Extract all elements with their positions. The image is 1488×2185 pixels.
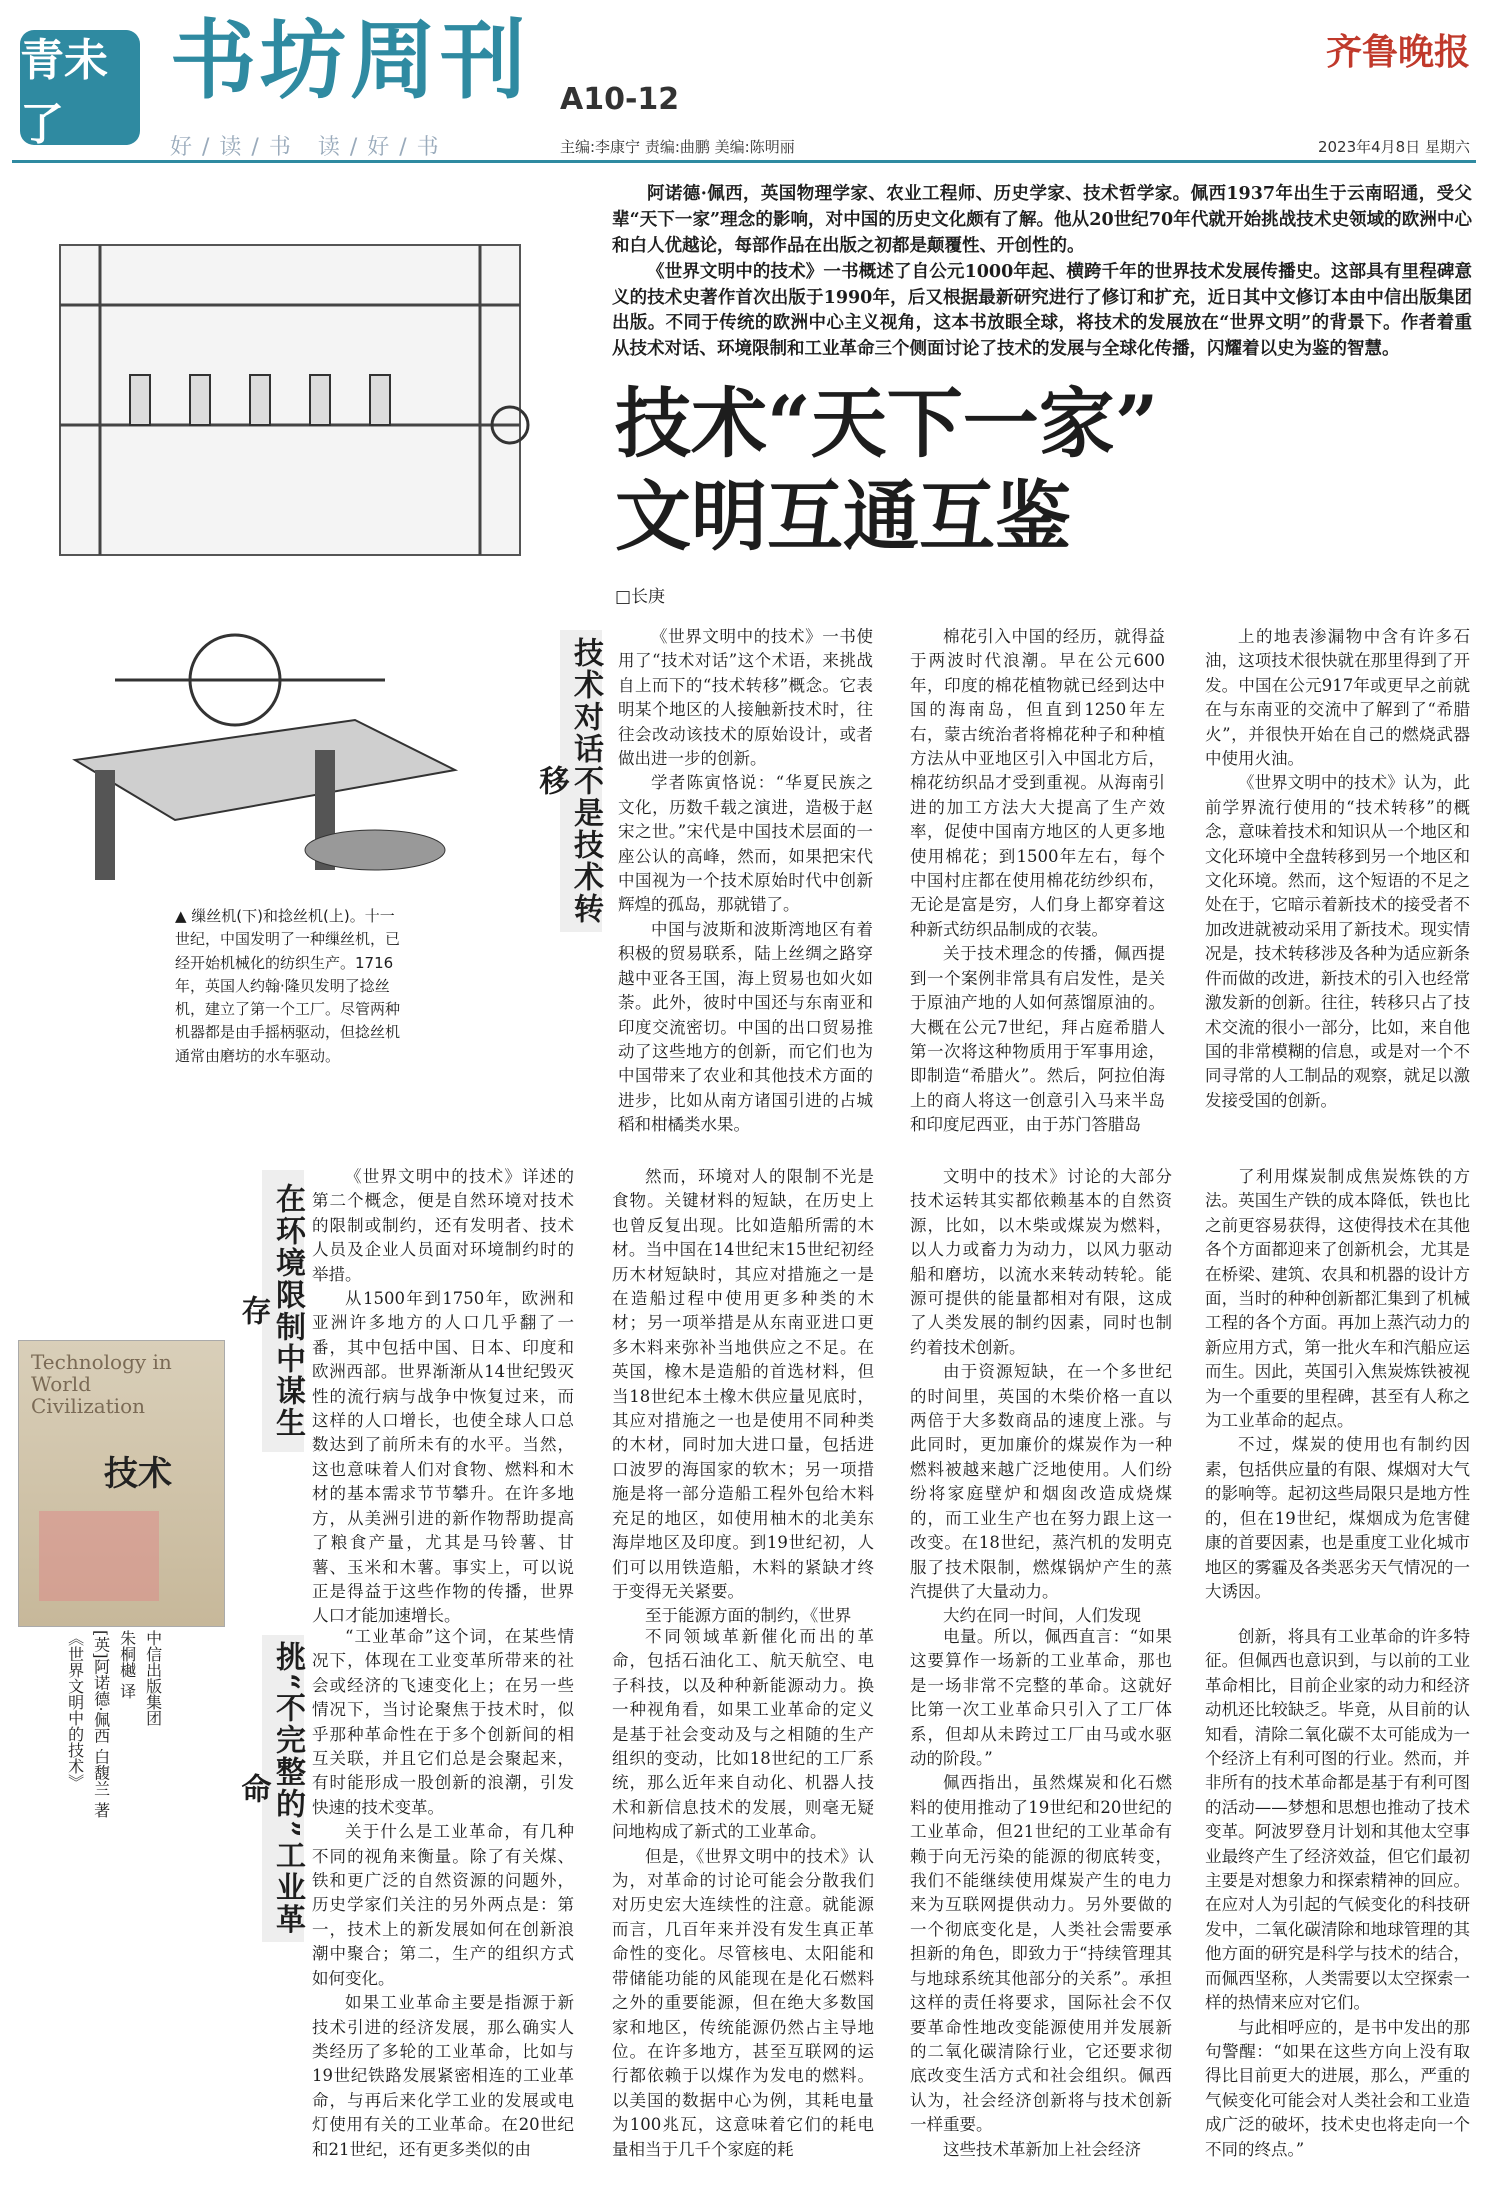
section-1-column xyxy=(910,625,1165,1138)
paragraph: 不过，煤炭的使用也有制约因素，包括供应量的有限、煤烟对大气的影响等。起初这些局限只是地方性的，但在19世纪，煤烟成为危害健康的首要因素，也是重度工业化城市地区的雾霾及各类恶劣天气情况的一大诱因。 xyxy=(1205,1435,1470,1601)
paragraph: 如果工业革命主要是指源于新技术引进的经济发展，那么确实人类经历了多轮的工业革命，比如与19世纪铁路发展紧密相连的工业革命，与再后来化学工业的发展或电灯使用有关的工业革命。在20世纪和21世纪，还有更多类似的由 xyxy=(312,1993,574,2159)
section-2-column xyxy=(312,1165,574,1629)
headline-line-1: 技术“天下一家” xyxy=(615,379,1159,468)
section-3-column xyxy=(910,1625,1172,2162)
reeling-machine-illustration xyxy=(55,620,475,885)
article-headline xyxy=(615,378,1158,563)
paragraph: 关于什么是工业革命，有几种不同的视角来衡量。除了有关煤、铁和更广泛的自然资源的问题外，历史学家们关注的另外两点是：第一，技术上的新发展如何在创新浪潮中聚合；第二，生产的组织方式如何变化。 xyxy=(312,1822,574,1988)
section-1-column xyxy=(618,625,873,1138)
paragraph: 文明中的技术》讨论的大部分技术运转其实都依赖基本的自然资源，比如，以木柴或煤炭为燃料，以人力或畜力为动力，以风力驱动船和磨坊，以流水来转动转轮。能源可提供的能量都相对有限，这成了人类发展的制约因素，同时也制约着技术创新。 xyxy=(910,1167,1172,1357)
section-2-column xyxy=(612,1165,874,1629)
book-cover-image xyxy=(18,1340,225,1627)
paragraph: 然而，环境对人的限制不光是食物。关键材料的短缺，在历史上也曾反复出现。比如造船所需的木材。当中国在14世纪末15世纪初经历木材短缺时，其应对措施之一是在造船过程中使用更多种类的木材；另一项举措是从东南亚进口更多木料来弥补当地供应之不足。在英国，橡木是造船的首选材料，但当18世纪本土橡木供应量见底时，其应对措施之一也是使用不同种类的木材，同时加大进口量，包括进口波罗的海国家的软木；另一项措施是将一部分造船工程外包给木料充足的地区，如使用柚木的北美东海岸地区及印度。到19世纪初，人们可以用铁造船，木料的紧缺才终于变得无关紧要。 xyxy=(612,1167,874,1601)
book-cover-english: Technology in World Civilization xyxy=(31,1350,172,1418)
newspaper-name: 齐鲁晚报 xyxy=(1325,31,1470,73)
paragraph: 不同领域革新催化而出的革命，包括石油化工、航天航空、电子科技，以及种种新能源动力。换一种视角看，如果工业革命的定义是基于社会变动及与之相随的生产组织的变动，比如18世纪的工厂系统，那么近年来自动化、机器人技术和新信息技术的发展，则毫无疑问地构成了新式的工业革命。 xyxy=(612,1627,874,1842)
loom-illustration xyxy=(40,225,540,570)
section-2-column xyxy=(1205,1165,1470,1604)
paragraph: 《世界文明中的技术》一书使用了“技术对话”这个术语，来挑战自上而下的“技术转移”概念。它表明某个地区的人接触新技术时，往往会改动该技术的原始设计，或者做出进一步的创新。 xyxy=(618,627,873,769)
intro-paragraph: 阿诺德·佩西，英国物理学家、农业工程师、历史学家、技术哲学家。佩西1937年出生于云南昭通，受父辈“天下一家”理念的影响，对中国的历史文化颇有了解。他从20世纪70年代就开始挑战技术史领域的欧洲中心和白人优越论，每部作品在出版之初都是颠覆性、开创性的。 xyxy=(612,184,1472,256)
headline-line-2: 文明互通互鉴 xyxy=(615,471,1071,561)
paragraph: 了利用煤炭制成焦炭炼铁的方法。英国生产铁的成本降低，铁也比之前更容易获得，这使得技术在其他各个方面都迎来了创新机会，尤其是在桥梁、建筑、农具和机器的设计方面，当时的种种创新都汇集到了机械工程的各个方面。再加上蒸汽动力的新应用方式，第一批火车和汽船应运而生。因此，英国引入焦炭炼铁被视为一个重要的里程碑，甚至有人称之为工业革命的起点。 xyxy=(1205,1167,1470,1431)
paragraph: 大约在同一时间，人们发现 xyxy=(943,1606,1141,1626)
paragraph: 上的地表渗漏物中含有许多石油，这项技术很快就在那里得到了开发。中国在公元917年或更早之前就在与东南亚的交流中了解到了“希腊火”，并很快开始在自己的燃烧武器中使用火油。 xyxy=(1205,627,1470,769)
book-author: [英]阿诺德·佩西 白馥兰 著 xyxy=(91,1630,111,1818)
author-byline: □长庚 xyxy=(615,587,666,607)
paragraph: 《世界文明中的技术》详述的第二个概念，便是自然环境对技术的限制或制约，还有发明者、技术人员及企业人员面对环境制约时的举措。 xyxy=(312,1167,574,1284)
masthead-rule xyxy=(12,160,1476,163)
paragraph: 《世界文明中的技术》认为，此前学界流行使用的“技术转移”的概念，意味着技术和知识从一个地区和文化环境中全盘转移到另一个地区和文化环境。然而，这个短语的不足之处在于，它暗示着新技术的接受者不加改进就被动采用了新技术。现实情况是，技术转移涉及各种为适应新条件而做的改进，新技术的引入也经常激发新的创新。往往，转移只占了技术交流的很小一部分，比如，来自他国的非常模糊的信息，或是对一个不同寻常的人工制品的观察，就足以激发接受国的创新。 xyxy=(1205,773,1470,1110)
book-translator: 朱桐樾 译 xyxy=(117,1630,137,1700)
paragraph: 与此相呼应的，是书中发出的那句警醒：“如果在这些方向上没有取得比目前更大的进展，那么，严重的气候变化可能会对人类社会和工业造成广泛的破坏，技术史也将走向一个不同的终点。” xyxy=(1205,2017,1470,2159)
issue-date: 2023年4月8日 星期六 xyxy=(1317,138,1470,156)
section-1-column xyxy=(1205,625,1470,1113)
section-title-3: 挑“不完整的”工业革命 xyxy=(262,1635,304,1942)
column-slogan: 好/读/书 读/好/书 xyxy=(170,135,449,160)
column-logo xyxy=(20,30,140,150)
book-cover-chinese: 技术 xyxy=(104,1454,172,1494)
book-cover-art xyxy=(39,1511,159,1601)
page-range: A10-12 xyxy=(560,82,680,117)
book-publisher: 中信出版集团 xyxy=(143,1630,163,1726)
paragraph: 这些技术革新加上社会经济 xyxy=(943,2139,1141,2159)
paragraph: 但是，《世界文明中的技术》认为，对革命的讨论可能会分散我们对历史宏大连续性的注意。就能源而言，几百年来并没有发生真正革命性的变化。尽管核电、太阳能和带储能功能的风能现在是化石燃料之外的重要能源，但在绝大多数国家和地区，传统能源仍然占主导地位。在许多地方，甚至互联网的运行都依赖于以煤作为发电的燃料。以美国的数据中心为例，其耗电量为100兆瓦，这意味着它们的耗电量相当于几千个家庭的耗 xyxy=(612,1846,874,2159)
paragraph: 佩西指出，虽然煤炭和化石燃料的使用推动了19世纪和20世纪的工业革命，但21世纪的工业革命有赖于向无污染的能源的彻底转变，我们不能继续使用煤炭产生的电力来为互联网提供动力。另外要做的一个彻底变化是，人类社会需要承担新的角色，即致力于“持续管理其与地球系统其他部分的关系”。承担这样的责任将要求，国际社会不仅要革命性地改变能源使用并发展新的二氧化碳清除行业，它还要求彻底改变生活方式和社会组织。佩西认为，社会经济创新将与技术创新一样重要。 xyxy=(910,1773,1172,2135)
paragraph: 中国与波斯和波斯湾地区有着积极的贸易联系，陆上丝绸之路穿越中亚各王国，海上贸易也如火如荼。此外，彼时中国还与东南亚和印度交流密切。中国的出口贸易推动了这些地方的创新，而它们也为中国带来了农业和其他技术方面的进步，比如从南方诸国引进的占城稻和柑橘类水果。 xyxy=(618,919,873,1135)
paragraph: 学者陈寅恪说：“华夏民族之文化，历数千载之演进，造极于赵宋之世。”宋代是中国技术层面的一座公认的高峰，然而，如果把宋代中国视为一个技术原始时代中创新辉煌的孤岛，那就错了。 xyxy=(618,773,873,915)
paragraph: 创新，将具有工业革命的许多特征。但佩西也意识到，与以前的工业革命相比，目前企业家的动力和经济动机还比较缺乏。毕竟，从目前的认知看，清除二氧化碳不太可能成为一个经济上有利可图的行业。然而，并非所有的技术革命都是基于有利可图的活动——梦想和思想也推动了技术变革。阿波罗登月计划和其他太空事业最终产生了经济效益，但它们最初主要是对想象力和探索精神的回应。在应对人为引起的气候变化的科技研发中，二氧化碳清除和地球管理的其他方面的研究是科学与技术的结合，而佩西坚称，人类需要以太空探索一样的热情来应对它们。 xyxy=(1205,1627,1470,2013)
logo-text: 青未了 xyxy=(20,34,108,150)
intro-box xyxy=(612,182,1472,363)
page-title: 书坊周刊 xyxy=(170,10,530,111)
section-2-column xyxy=(910,1165,1172,1629)
section-3-column xyxy=(1205,1625,1470,2162)
section-title-1: 技术对话不是技术转移 xyxy=(560,630,602,932)
paragraph: 至于能源方面的制约，《世界 xyxy=(645,1606,852,1626)
paragraph: 从1500年到1750年，欧洲和亚洲许多地方的人口几乎翻了一番，其中包括中国、日本、印度和欧洲西部。世界渐渐从14世纪毁灭性的流行病与战争中恢复过来，而这样的人口增长，也使全球人口总数达到了前所未有的水平。当然，这也意味着人们对食物、燃料和木材的基本需求节节攀升。在许多地方，从美洲引进的新作物帮助提高了粮食产量，尤其是马铃薯、甘薯、玉米和木薯。事实上，可以说正是得益于这些作物的传播，世界人口才能加速增长。 xyxy=(312,1289,574,1626)
paragraph: “工业革命”这个词，在某些情况下，体现在工业变革所带来的社会或经济的飞速变化上；在另一些情况下，当讨论聚焦于技术时，似乎那种革命性在于多个创新间的相互关联，并且它们总是会聚起来，有时能形成一股创新的浪潮，引发快速的技术变革。 xyxy=(312,1627,574,1817)
editors-line: 主编:李康宁 责编:曲鹏 美编:陈明丽 xyxy=(560,138,795,156)
paragraph: 由于资源短缺，在一个多世纪的时间里，英国的木柴价格一直以两倍于大多数商品的速度上涨。与此同时，更加廉价的煤炭作为一种燃料被越来越广泛地使用。人们纷纷将家庭壁炉和烟囱改造成烧煤的，而工业生产也在努力跟上这一改变。在18世纪，蒸汽机的发明克服了技术限制，燃煤锅炉产生的蒸汽提供了大量动力。 xyxy=(910,1362,1172,1601)
image-caption: ▲ 缫丝机(下)和捻丝机(上)。十一世纪，中国发明了一种缫丝机，已经开始机械化的纺织生产。1716年，英国人约翰·隆贝发明了捻丝机，建立了第一个工厂。尽管两种机器都是由手摇柄驱动，但捻丝机通常由磨坊的水车驱动。 xyxy=(175,907,401,1065)
book-title: 《世界文明中的技术》 xyxy=(65,1630,85,1790)
paragraph: 电量。所以，佩西直言：“如果这要算作一场新的工业革命，那也是一场非常不完整的革命。这就好比第一次工业革命只引入了工厂体系，但却从未跨过工厂由马或水驱动的阶段。” xyxy=(910,1627,1172,1769)
intro-paragraph: 《世界文明中的技术》一书概述了自公元1000年起、横跨千年的世界技术发展传播史。这部具有里程碑意义的技术史著作首次出版于1990年，后又根据最新研究进行了修订和扩充，近日其中文修订本由中信出版集团出版。不同于传统的欧洲中心主义视角，这本书放眼全球，将技术的发展放在“世界文明”的背景下。作者着重从技术对话、环境限制和工业革命三个侧面讨论了技术的发展与全球化传播，闪耀着以史为鉴的智慧。 xyxy=(612,261,1472,360)
section-3-column xyxy=(612,1625,874,2162)
section-3-column xyxy=(312,1625,574,2162)
section-title-2: 在环境限制中谋生存 xyxy=(262,1170,304,1452)
paragraph: 关于技术理念的传播，佩西提到一个案例非常具有启发性，是关于原油产地的人如何蒸馏原油的。大概在公元7世纪，拜占庭希腊人第一次将这种物质用于军事用途，即制造“希腊火”。然后，阿拉伯海上的商人将这一创意引入马来半岛和印度尼西亚，由于苏门答腊岛 xyxy=(910,944,1165,1135)
paragraph: 棉花引入中国的经历，就得益于两波时代浪潮。早在公元600年，印度的棉花植物就已经到达中国的海南岛，但直到1250年左右，蒙古统治者将棉花种子和种植方法从中亚地区引入中国北方后，棉花纺织品才受到重视。从海南引进的加工方法大大提高了生产效率，促使中国南方地区的人更多地使用棉花；到1500年左右，每个中国村庄都在使用棉花纺纱织布，无论是富是穷，人们身上都穿着这种新式纺织品制成的衣装。 xyxy=(910,627,1165,939)
